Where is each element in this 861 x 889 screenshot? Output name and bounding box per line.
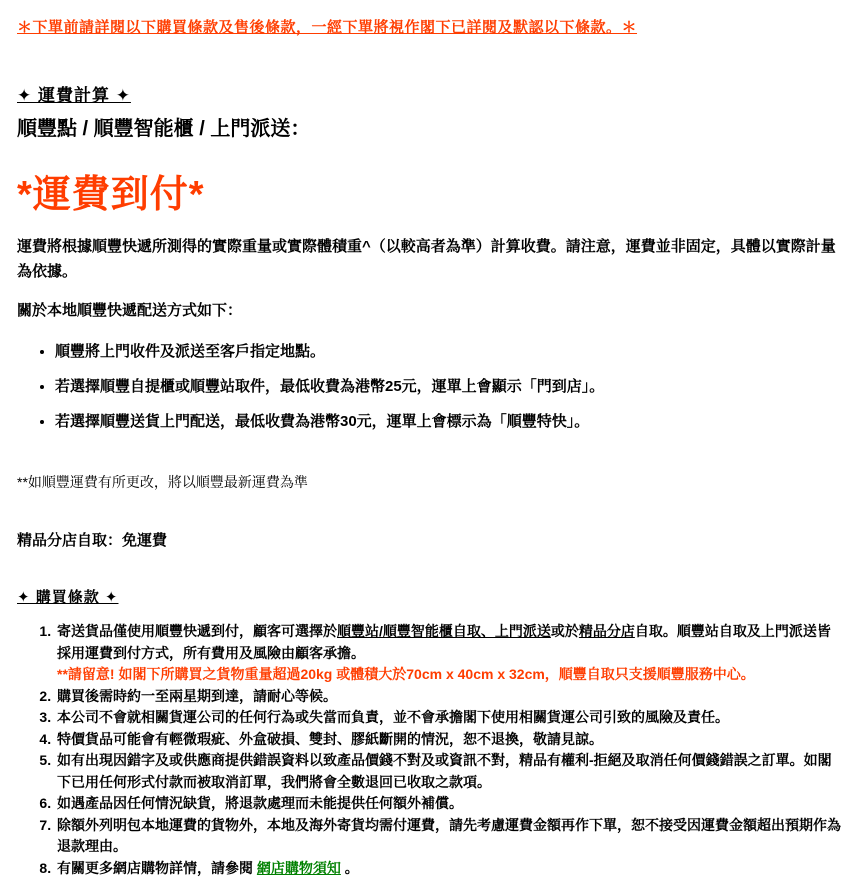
term-item-3 xyxy=(55,707,844,729)
weight-limit-warning: **請留意! 如閣下所購買之貨物重量超過20kg 或體積大於70cm x 40cm x 32cm，順豐自取只支援順豐服務中心。 xyxy=(57,666,755,682)
list-item xyxy=(55,339,844,364)
delivery-methods-list xyxy=(17,339,844,434)
term-text: 寄送貨品僅使用順豐快遞到付，顧客可選擇於 xyxy=(57,623,337,639)
freight-calc-intro: 運費將根據順豐快遞所測得的實際重量或實際體積重^（以較高者為準）計算收費。請注意，運費並非固定，具體以實際計量為依據。 xyxy=(17,238,836,280)
purchase-terms-list xyxy=(17,621,844,879)
pickup-options-underlined: 順豐站/順豐智能櫃自取、上門派送 xyxy=(337,623,551,639)
term-text: 。 xyxy=(340,859,359,876)
term-item-7 xyxy=(55,815,844,858)
purchase-terms-heading: ✦ 購買條款 ✦ xyxy=(17,589,119,606)
online-store-guide-link[interactable]: 網店購物須知 xyxy=(256,859,341,876)
term-text: 有關更多網店購物詳情，請參閱 xyxy=(57,859,257,876)
term-item-6 xyxy=(55,793,844,815)
term-item-4 xyxy=(55,729,844,751)
term-item-1 xyxy=(55,621,844,686)
term-text: 如遇產品因任何情況缺貨，將退款處理而未能提供任何額外補償。 xyxy=(57,795,463,811)
term-text: 如有出現因錯字及或供應商提供錯誤資料以致產品價錢不對及或資訊不對，精品有權利-拒絕及取消任何價錢錯誤之訂單。如閣下已用任何形式付款而被取消訂單，我們將會全數退回已收取之款項。 xyxy=(57,752,832,790)
freight-collect-title: *運費到付* xyxy=(17,174,205,216)
store-pickup-note: 精品分店自取：免運費 xyxy=(17,532,168,549)
terms-page xyxy=(17,16,844,879)
delivery-bullet-text: 順豐將上門收件及派送至客戶指定地點。 xyxy=(55,343,326,360)
fee-change-note: **如順豐運費有所更改，將以順豐最新運費為準 xyxy=(17,474,308,490)
term-text: 特價貨品可能會有輕微瑕疵、外盒破損、雙封、膠紙斷開的情況，恕不退換，敬請見諒。 xyxy=(57,730,603,747)
delivery-methods-subheading: 順豐點 / 順豐智能櫃 / 上門派送： xyxy=(17,118,311,140)
boutique-store-underlined: 精品分店 xyxy=(578,623,635,639)
list-item xyxy=(55,409,844,434)
term-text: 或於 xyxy=(550,623,579,639)
delivery-bullet-text: 若選擇順豐送貨上門配送，最低收費為港幣30元，運單上會標示為「順豐特快」。 xyxy=(55,413,590,430)
term-item-8 xyxy=(55,858,844,880)
term-text: 購買後需時約一至兩星期到達，請耐心等候。 xyxy=(57,687,337,704)
term-item-2 xyxy=(55,686,844,708)
term-text: 自取。順豐站自取及上門派送皆採用運費到付方式，所有費用及風險由顧客承擔。 xyxy=(57,623,831,661)
pre-order-notice: ＊下單前請詳閱以下購買條款及售後條款，一經下單將視作閣下已詳閱及默認以下條款。＊ xyxy=(17,19,638,36)
term-text: 本公司不會就相關貨運公司的任何行為或失當而負責，並不會承擔閣下使用相關貨運公司引致的風險及責任。 xyxy=(57,709,729,725)
term-item-5 xyxy=(55,750,844,793)
list-item xyxy=(55,374,844,399)
term-text: 除額外列明包本地運費的貨物外，本地及海外寄貨均需付運費，請先考慮運費金額再作下單，恕不接受因運費金額超出預期作為退款理由。 xyxy=(57,816,841,854)
local-delivery-intro: 關於本地順豐快遞配送方式如下： xyxy=(17,302,243,319)
delivery-bullet-text: 若選擇順豐自提櫃或順豐站取件，最低收費為港幣25元，運單上會顯示「門到店」。 xyxy=(55,378,605,395)
shipping-calc-heading: ✦ 運費計算 ✦ xyxy=(17,86,131,105)
